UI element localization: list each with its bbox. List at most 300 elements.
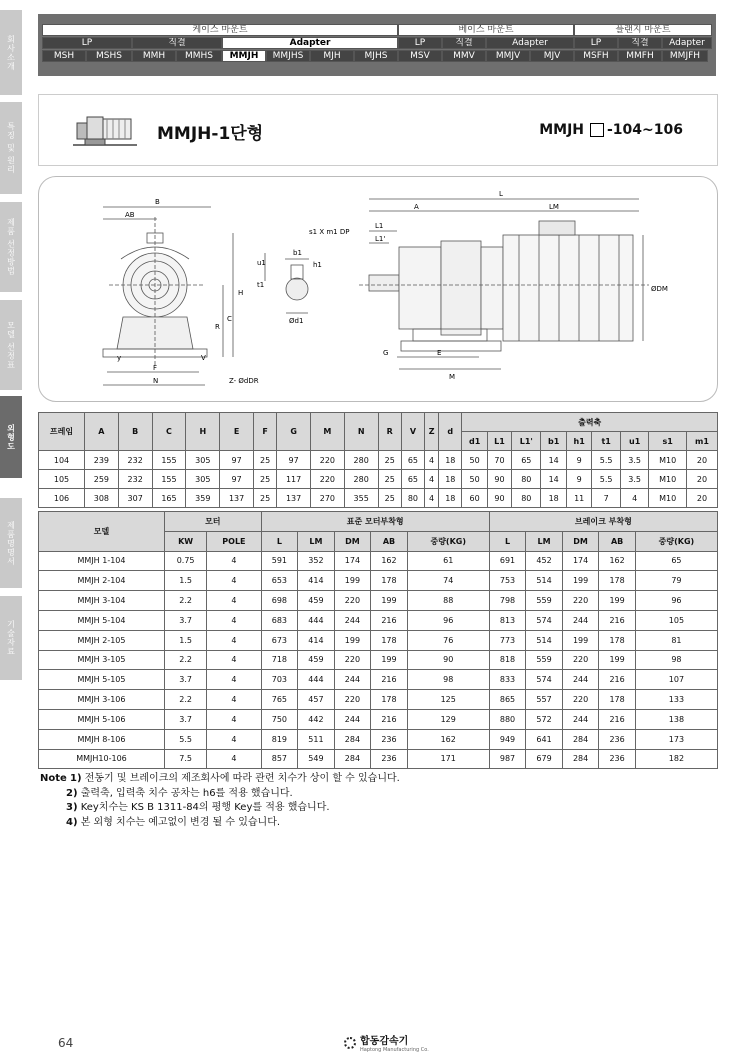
table-cell: 1.5 [165, 630, 207, 650]
table-cell: 97 [220, 470, 254, 489]
side-tabs [0, 0, 26, 1060]
table-cell: 514 [526, 571, 563, 591]
table-cell: MMJH 3-104 [39, 591, 165, 611]
dimension-drawing [38, 176, 718, 402]
table-cell: 3.7 [165, 610, 207, 630]
table-row [39, 670, 718, 690]
nav-model[interactable]: MSFH [574, 50, 618, 62]
col-header: 중량(KG) [635, 531, 717, 551]
table-cell: 216 [599, 709, 636, 729]
nav-model-row [42, 50, 712, 62]
nav-group-base[interactable]: 베이스 마운트 [398, 24, 574, 36]
table-cell: 2.2 [165, 591, 207, 611]
table-cell: 90 [487, 489, 511, 508]
col-header: L [489, 531, 526, 551]
table-row [39, 749, 718, 769]
dim-L: L [499, 190, 503, 198]
table-cell: 7.5 [165, 749, 207, 769]
table-cell: 178 [371, 571, 408, 591]
table-cell: 199 [334, 630, 371, 650]
nav-model[interactable]: MMJV [486, 50, 530, 62]
table-cell: 220 [562, 650, 599, 670]
table-cell: 280 [344, 470, 378, 489]
nav-type[interactable]: LP [42, 37, 132, 49]
side-tab-selection[interactable] [0, 202, 22, 292]
note-number: 4) [66, 816, 78, 828]
col-header: DM [562, 531, 599, 551]
table-cell: 284 [334, 749, 371, 769]
table-cell: 574 [526, 610, 563, 630]
table-cell: 14 [541, 470, 567, 489]
nav-type-row [42, 37, 712, 49]
side-tab-naming[interactable] [0, 498, 22, 588]
table-cell: 199 [371, 650, 408, 670]
col-header: AB [599, 531, 636, 551]
table-cell: 514 [526, 630, 563, 650]
table-cell: 308 [85, 489, 119, 508]
side-view-drawing [359, 199, 649, 369]
table-cell: 50 [462, 470, 488, 489]
table-cell: 4 [207, 650, 261, 670]
table-cell: 4 [207, 610, 261, 630]
col-header: G [277, 413, 311, 451]
dim-G: G [383, 349, 389, 357]
table-cell: 199 [562, 630, 599, 650]
table-cell: 96 [635, 591, 717, 611]
table-cell: 18 [541, 489, 567, 508]
note-item [40, 772, 400, 787]
frame-table-body [39, 451, 718, 508]
table-cell: 5.5 [592, 470, 621, 489]
side-tab-label: 외형도 [6, 423, 16, 451]
table-cell: 162 [599, 551, 636, 571]
table-cell: 459 [298, 650, 335, 670]
table-cell: 178 [371, 690, 408, 710]
table-cell: 4 [207, 709, 261, 729]
table-cell: 50 [462, 451, 488, 470]
table-cell: 105 [635, 610, 717, 630]
table-cell: M10 [649, 470, 687, 489]
dim-b1: b1 [293, 249, 302, 257]
table-cell: 80 [401, 489, 424, 508]
dim-t1: t1 [257, 281, 265, 289]
nav-model[interactable]: MJHS [354, 50, 398, 62]
table-cell: 178 [599, 630, 636, 650]
table-cell: 216 [371, 670, 408, 690]
table-cell: 679 [526, 749, 563, 769]
nav-type[interactable]: 직결 [618, 37, 662, 49]
table-cell: 20 [686, 470, 717, 489]
table-cell: 4 [425, 470, 439, 489]
col-header-model: 모델 [39, 512, 165, 552]
table-cell: 3.5 [620, 451, 649, 470]
table-cell: 117 [277, 470, 311, 489]
table-cell: 104 [39, 451, 85, 470]
nav-model[interactable]: MJV [530, 50, 574, 62]
side-tab-label: 제품명명서 [6, 520, 16, 566]
table-cell: 574 [526, 670, 563, 690]
table-cell: 457 [298, 690, 335, 710]
side-tab-label: 모델 선정표 [6, 320, 16, 370]
table-cell: 106 [39, 489, 85, 508]
col-header: F [253, 413, 276, 451]
col-header: 중량(KG) [407, 531, 489, 551]
table-cell: 444 [298, 610, 335, 630]
table-cell: 155 [152, 451, 186, 470]
col-header: s1 [649, 432, 687, 451]
nav-type[interactable]: Adapter [662, 37, 712, 49]
table-cell: 9 [566, 470, 591, 489]
table-cell: 833 [489, 670, 526, 690]
table-cell: 7 [592, 489, 621, 508]
table-cell: 0.75 [165, 551, 207, 571]
table-cell: 511 [298, 729, 335, 749]
table-cell: 138 [635, 709, 717, 729]
dim-F: F [153, 364, 158, 372]
table-cell: 307 [118, 489, 152, 508]
front-view-drawing [103, 207, 233, 385]
table-cell: 359 [186, 489, 220, 508]
table-cell: 137 [277, 489, 311, 508]
dim-y: y [117, 354, 122, 362]
table-cell: 70 [487, 451, 511, 470]
col-header: L1 [487, 432, 511, 451]
table-cell: 133 [635, 690, 717, 710]
table-cell: 557 [526, 690, 563, 710]
table-cell: 773 [489, 630, 526, 650]
table-cell: 178 [371, 630, 408, 650]
table-cell: 220 [562, 591, 599, 611]
table-cell: 753 [489, 571, 526, 591]
table-cell: 244 [334, 670, 371, 690]
table-row [39, 551, 718, 571]
table-cell: 818 [489, 650, 526, 670]
model-table-body [39, 551, 718, 769]
table-cell: 74 [407, 571, 489, 591]
table-row [39, 650, 718, 670]
table-cell: M10 [649, 489, 687, 508]
table-cell: 25 [253, 489, 276, 508]
table-cell: 703 [261, 670, 298, 690]
table-cell: 414 [298, 571, 335, 591]
table-cell: 4 [207, 591, 261, 611]
table-cell: 80 [512, 470, 541, 489]
table-cell: 305 [186, 470, 220, 489]
dim-DM: ØDM [651, 285, 668, 293]
table-cell: 549 [298, 749, 335, 769]
col-header: d [439, 413, 462, 451]
table-cell: 129 [407, 709, 489, 729]
table-cell: 171 [407, 749, 489, 769]
table-cell: 4 [425, 489, 439, 508]
table-cell: 949 [489, 729, 526, 749]
col-header: L1' [512, 432, 541, 451]
dim-C: C [227, 315, 232, 323]
col-header: N [344, 413, 378, 451]
table-cell: 79 [635, 571, 717, 591]
dim-L1prime: L1' [375, 235, 386, 243]
table-cell: 60 [462, 489, 488, 508]
table-cell: MMJH 3-106 [39, 690, 165, 710]
table-cell: 25 [253, 451, 276, 470]
table-cell: 65 [401, 451, 424, 470]
nav-group-row [42, 24, 712, 36]
table-cell: 18 [439, 470, 462, 489]
table-cell: 236 [599, 749, 636, 769]
table-cell: 442 [298, 709, 335, 729]
table-cell: 718 [261, 650, 298, 670]
notes [40, 772, 400, 830]
note-text: 전동기 및 브레이크의 제조회사에 따라 관련 치수가 상이 할 수 있습니다. [84, 773, 400, 784]
table-cell: 4 [207, 690, 261, 710]
table-cell: MMJH 3-105 [39, 650, 165, 670]
col-header: A [85, 413, 119, 451]
col-header: KW [165, 531, 207, 551]
table-cell: 559 [526, 591, 563, 611]
nav-type[interactable]: 직결 [442, 37, 486, 49]
note-text: 본 외형 치수는 예고없이 변경 될 수 있습니다. [80, 816, 281, 828]
table-cell: 14 [541, 451, 567, 470]
table-cell: 244 [562, 610, 599, 630]
table-cell: 236 [371, 749, 408, 769]
table-cell: 4 [425, 451, 439, 470]
table-cell: 1.5 [165, 571, 207, 591]
table-cell: M10 [649, 451, 687, 470]
table-cell: 20 [686, 489, 717, 508]
col-header: b1 [541, 432, 567, 451]
table-row [39, 489, 718, 508]
table-cell: 18 [439, 451, 462, 470]
side-tab-label: 회사소개 [6, 34, 16, 71]
table-cell: 2.2 [165, 650, 207, 670]
table-cell: 3.7 [165, 709, 207, 729]
company-name: 합동감속기 [360, 1036, 409, 1047]
table-cell: MMJH 5-106 [39, 709, 165, 729]
company-logo [344, 1032, 429, 1053]
table-cell: 641 [526, 729, 563, 749]
table-cell: 459 [298, 591, 335, 611]
table-cell: 244 [562, 709, 599, 729]
table-cell: 96 [407, 610, 489, 630]
frame-dimension-table [38, 412, 718, 508]
table-cell: 137 [220, 489, 254, 508]
table-cell: 750 [261, 709, 298, 729]
table-cell: 220 [334, 650, 371, 670]
nav-model[interactable]: MMH [132, 50, 176, 62]
table-cell: 683 [261, 610, 298, 630]
table-cell: 280 [344, 451, 378, 470]
nav-model-selected[interactable]: MMJH [222, 50, 266, 62]
table-cell: MMJH 2-105 [39, 630, 165, 650]
table-cell: 199 [334, 571, 371, 591]
note-text: Key치수는 KS B 1311-84의 평행 Key를 적용 했습니다. [80, 802, 330, 813]
table-cell: 199 [599, 591, 636, 611]
dim-N: N [153, 377, 159, 385]
model-dimension-table [38, 511, 718, 769]
side-tab-outline[interactable] [0, 396, 22, 478]
note-item [40, 801, 400, 816]
dim-M: M [449, 373, 456, 381]
table-cell: 220 [311, 451, 345, 470]
table-cell: 216 [599, 610, 636, 630]
side-tab-company[interactable] [0, 10, 22, 95]
table-cell: 559 [526, 650, 563, 670]
table-cell: 653 [261, 571, 298, 591]
nav-model[interactable]: MMJHS [266, 50, 310, 62]
dim-A: A [414, 203, 419, 211]
table-cell: 244 [562, 670, 599, 690]
side-tab-label: 특징 및 원리 [6, 121, 16, 175]
table-cell: 216 [371, 709, 408, 729]
table-cell: 444 [298, 670, 335, 690]
table-cell: MMJH 8-106 [39, 729, 165, 749]
col-header: R [378, 413, 401, 451]
table-cell: 76 [407, 630, 489, 650]
table-row [39, 451, 718, 470]
table-cell: 220 [311, 470, 345, 489]
table-cell: MMJH 5-105 [39, 670, 165, 690]
nav-model[interactable]: MSV [398, 50, 442, 62]
dim-AB: AB [125, 211, 135, 219]
dim-h1: h1 [313, 261, 322, 269]
table-cell: 236 [599, 729, 636, 749]
table-cell: 813 [489, 610, 526, 630]
nav-model[interactable]: MMJFH [662, 50, 708, 62]
col-header: LM [526, 531, 563, 551]
table-cell: 98 [407, 670, 489, 690]
table-cell: 414 [298, 630, 335, 650]
col-header: L [261, 531, 298, 551]
table-cell: 125 [407, 690, 489, 710]
table-cell: 11 [566, 489, 591, 508]
table-cell: 20 [686, 451, 717, 470]
table-cell: 199 [371, 591, 408, 611]
table-cell: 178 [599, 571, 636, 591]
table-cell: 4 [207, 551, 261, 571]
table-cell: 857 [261, 749, 298, 769]
col-header: 프레임 [39, 413, 85, 451]
table-cell: 4 [207, 670, 261, 690]
side-tab-tech[interactable] [0, 596, 22, 680]
table-cell: 25 [378, 451, 401, 470]
table-cell: 165 [152, 489, 186, 508]
table-cell: 4 [207, 571, 261, 591]
nav-type[interactable]: Adapter [486, 37, 574, 49]
table-cell: 155 [152, 470, 186, 489]
table-cell: 270 [311, 489, 345, 508]
table-cell: 173 [635, 729, 717, 749]
nav-model[interactable]: MMHS [176, 50, 222, 62]
table-cell: 61 [407, 551, 489, 571]
nav-model[interactable]: MSH [42, 50, 86, 62]
col-header: H [186, 413, 220, 451]
table-cell: 355 [344, 489, 378, 508]
table-cell: MMJH10-106 [39, 749, 165, 769]
nav-model[interactable]: MMFH [618, 50, 662, 62]
table-cell: MMJH 1-104 [39, 551, 165, 571]
table-cell: MMJH 5-104 [39, 610, 165, 630]
table-row [39, 610, 718, 630]
nav-type[interactable]: LP [574, 37, 618, 49]
nav-model[interactable]: MJH [310, 50, 354, 62]
table-cell: 284 [562, 729, 599, 749]
col-header: AB [371, 531, 408, 551]
table-cell: 182 [635, 749, 717, 769]
dim-s1m1: s1 X m1 DP [309, 228, 350, 236]
side-tab-label: 제품 선정방법 [6, 218, 16, 276]
dim-B: B [155, 198, 160, 206]
table-cell: 284 [562, 749, 599, 769]
table-cell: MMJH 2-104 [39, 571, 165, 591]
table-cell: 199 [562, 571, 599, 591]
side-tab-features[interactable] [0, 102, 22, 194]
table-cell: 5.5 [165, 729, 207, 749]
model-prefix: MMJH [539, 122, 584, 138]
page-title: MMJH-1단형 [157, 124, 264, 144]
table-cell: 572 [526, 709, 563, 729]
table-cell: 2.2 [165, 690, 207, 710]
model-code [539, 122, 683, 138]
dim-E: E [437, 349, 442, 357]
table-cell: 232 [118, 470, 152, 489]
table-cell: 880 [489, 709, 526, 729]
nav-group-case[interactable]: 케이스 마운트 [42, 24, 398, 36]
table-cell: 591 [261, 551, 298, 571]
side-tab-model-table[interactable] [0, 300, 22, 390]
col-header: u1 [620, 432, 649, 451]
group-header-standard: 표준 모터부착형 [261, 512, 489, 532]
table-cell: 174 [334, 551, 371, 571]
table-row [39, 630, 718, 650]
col-header: V [401, 413, 424, 451]
dim-H: H [238, 289, 244, 297]
table-cell: 65 [512, 451, 541, 470]
dim-u1: u1 [257, 259, 266, 267]
table-cell: 236 [371, 729, 408, 749]
table-cell: 819 [261, 729, 298, 749]
nav-type[interactable]: LP [398, 37, 442, 49]
nav-model[interactable]: MSHS [86, 50, 132, 62]
table-cell: 4 [207, 729, 261, 749]
table-cell: 239 [85, 451, 119, 470]
table-cell: 178 [599, 690, 636, 710]
table-cell: 65 [635, 551, 717, 571]
table-cell: 18 [439, 489, 462, 508]
nav-type[interactable]: 직결 [132, 37, 222, 49]
page-number: 64 [58, 1036, 74, 1050]
table-cell: 199 [599, 650, 636, 670]
note-text: 출력축, 입력축 치수 공차는 h6를 적용 했습니다. [80, 787, 293, 799]
table-cell: 259 [85, 470, 119, 489]
table-cell: 305 [186, 451, 220, 470]
table-cell: 4 [620, 489, 649, 508]
table-cell: 220 [562, 690, 599, 710]
note-item [40, 787, 400, 802]
nav-group-flange[interactable]: 플랜지 마운트 [574, 24, 712, 36]
table-cell: 9 [566, 451, 591, 470]
nav-type[interactable]: Adapter [222, 37, 398, 49]
col-header: t1 [592, 432, 621, 451]
nav-model[interactable]: MMV [442, 50, 486, 62]
side-tab-label: 기술자료 [6, 620, 16, 656]
table-cell: 698 [261, 591, 298, 611]
table-cell: 220 [334, 690, 371, 710]
shaft-detail-drawing [265, 253, 309, 313]
col-header: DM [334, 531, 371, 551]
table-cell: 97 [277, 451, 311, 470]
table-cell: 81 [635, 630, 717, 650]
col-header: C [152, 413, 186, 451]
